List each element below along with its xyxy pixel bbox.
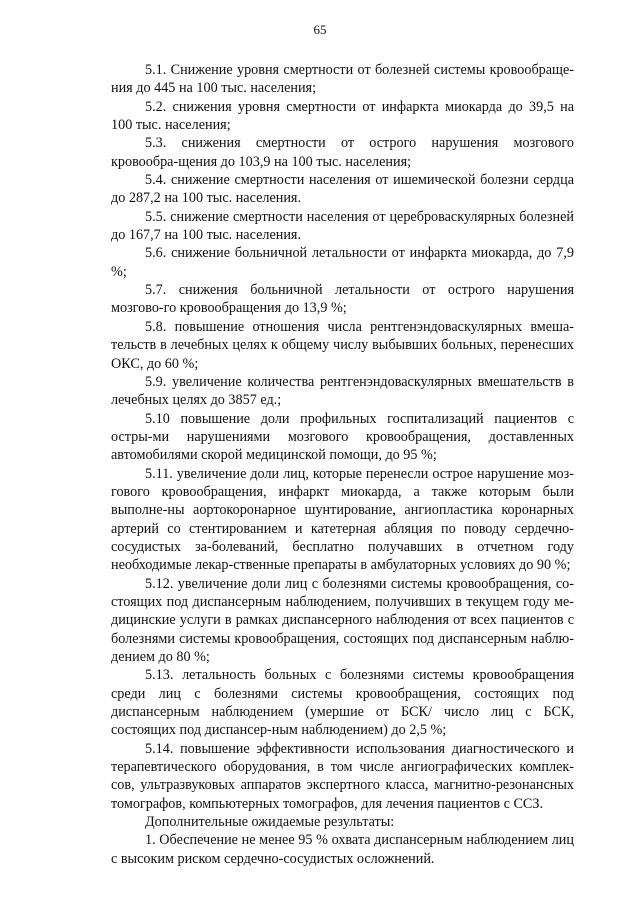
paragraph-5-12: 5.12. увеличение доли лиц с болезнями системы кровообращения, со-стоящих под диспансерным наблюдением, получивших в текущем году ме-дицинские услуги в рамках диспансерного наблюдения от всех пациентов с болезнями системы кровообращения, состоящих под диспансерным наблю-дением до 80 %; (111, 575, 574, 665)
additional-result-1: 1. Обеспечение не менее 95 % охвата диспансерным наблюдением лиц с высоким риском сердечно-сосудистых осложнений. (111, 832, 574, 867)
paragraph-5-1: 5.1. Снижение уровня смертности от болезней системы кровообраще-ния до 445 на 100 тыс. населения; (111, 62, 574, 97)
paragraph-5-5: 5.5. снижение смертности населения от цереброваскулярных болезней до 167,7 на 100 тыс. населения. (111, 208, 574, 244)
paragraph-5-3: 5.3. снижения смертности от острого нарушения мозгового кровообра-щения до 103,9 на 100 тыс. населения; (111, 135, 574, 170)
paragraph-5-10: 5.10 повышение доли профильных госпитализаций пациентов с остры-ми нарушениями мозгового кровообращения, доставленных автомобилями скорой медицинской помощи, до 95 %; (111, 410, 574, 464)
page-number: 65 (313, 22, 327, 37)
paragraph-5-8: 5.8. повышение отношения числа рентгенэндоваскулярных вмеша-тельств в лечебных целях к общему числу выбывших больных, перенесших ОКС, до 60 %; (111, 318, 574, 372)
paragraph-5-2: 5.2. снижения уровня смертности от инфаркта миокарда до 39,5 на 100 тыс. населения; (111, 98, 574, 134)
paragraph-5-6: 5.6. снижение больничной летальности от инфаркта миокарда, до 7,9 %; (111, 245, 574, 280)
paragraph-5-14: 5.14. повышение эффективности использования диагностического и терапевтического оборудования, в том числе ангиографических комплек-сов, ультразвуковых аппаратов экспертного класса, магнитно-резонансных томографов, компьютерных томографов, для лечения пациентов с ССЗ. (111, 740, 574, 812)
paragraph-5-4: 5.4. снижение смертности населения от ишемической болезни сердца до 287,2 на 100 тыс. населения. (111, 172, 574, 207)
document-body (111, 61, 574, 868)
paragraph-5-11: 5.11. увеличение доли лиц, которые перенесли острое нарушение моз-гового кровообращения, инфаркт миокарда, а также которым были выполне-ны аортокоронарное шунтирование, ангиопластика коронарных артерий со стентированием и катетерная абляция по поводу сердечно-сосудистых за-болеваний, бесплатно получавших в отчетном году необходимые лекар-ственные препараты в амбулаторных условиях до 90 %; (111, 465, 574, 574)
paragraph-5-13: 5.13. летальность больных с болезнями системы кровообращения среди лиц с болезнями системы кровообращения, состоящих под диспансерным наблюдением (умершие от БСК/ число лиц с БСК, состоящих под диспансер-ным наблюдением) до 2,5 %; (111, 667, 574, 739)
paragraph-5-9: 5.9. увеличение количества рентгенэндоваскулярных вмешательств в лечебных целях до 3857 ед.; (111, 373, 574, 409)
paragraph-5-7: 5.7. снижения больничной летальности от острого нарушения мозгово-го кровообращения до 13,9 %; (111, 282, 574, 317)
additional-results-heading: Дополнительные ожидаемые результаты: (145, 814, 395, 831)
